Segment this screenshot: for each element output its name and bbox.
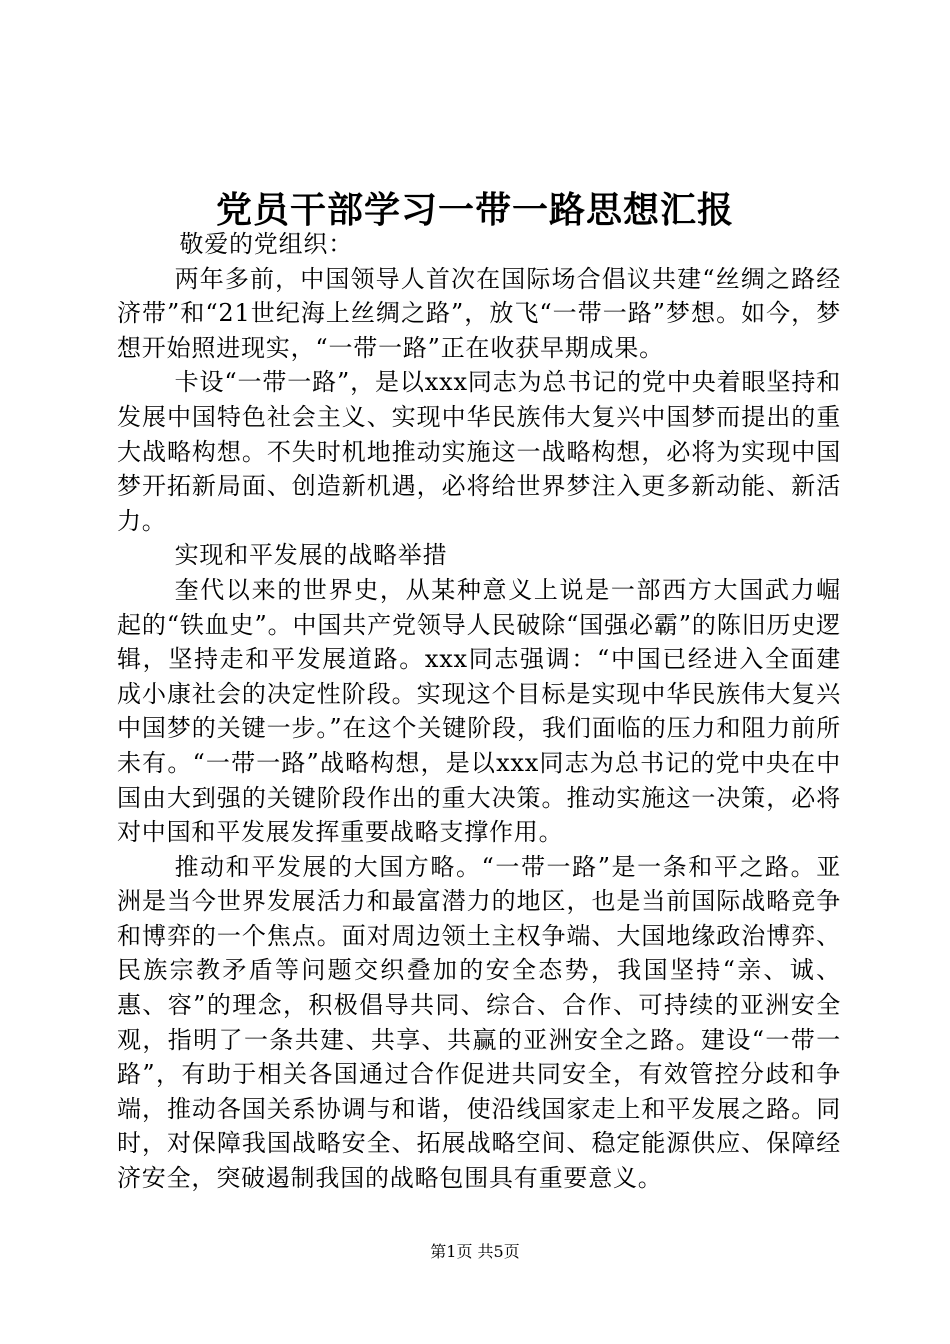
paragraph-3: 奎代以来的世界史，从某种意义上说是一部西方大国武力崛起的“铁血史”。中国共产党领导人民破除“国强必霸”的陈旧历史逻辑，坚持走和平发展道路。xxx同志强调：“中国已经进入全面建成小康社会的决定性阶段。实现这个目标是实现中华民族伟大复兴中国梦的关键一步。”在这个关键阶段，我们面临的压力和阻力前所未有。“一带一路”战略构想，是以xxx同志为总书记的党中央在中国由大到强的关键阶段作出的重大决策。推动实施这一决策，必将对中国和平发展发挥重要战略支撑作用。 bbox=[117, 575, 841, 847]
paragraph-1: 两年多前，中国领导人首次在国际场合倡议共建“丝绸之路经济带”和“21世纪海上丝绸之路”，放飞“一带一路”梦想。如今，梦想开始照进现实，“一带一路”正在收获早期成果。 bbox=[117, 264, 841, 362]
document-body bbox=[117, 227, 841, 1196]
salutation: 敬爱的党组织： bbox=[179, 230, 353, 258]
page-number-footer: 第1页 共5页 bbox=[430, 1242, 520, 1261]
document-title: 党员干部学习一带一路思想汇报 bbox=[215, 189, 734, 231]
paragraph-4: 推动和平发展的大国方略。“一带一路”是一条和平之路。亚洲是当今世界发展活力和最富潜力的地区，也是当前国际战略竞争和博弈的一个焦点。面对周边领土主权争端、大国地缘政治博弈、民族宗教矛盾等问题交织叠加的安全态势，我国坚持“亲、诚、惠、容”的理念，积极倡导共同、综合、合作、可持续的亚洲安全观，指明了一条共建、共享、共赢的亚洲安全之路。建设“一带一路”，有助于相关各国通过合作促进共同安全，有效管控分歧和争端，推动各国关系协调与和谐，使沿线国家走上和平发展之路。同时，对保障我国战略安全、拓展战略空间、稳定能源供应、保障经济安全，突破遏制我国的战略包围具有重要意义。 bbox=[117, 852, 841, 1193]
section-heading: 实现和平发展的战略举措 bbox=[174, 541, 448, 570]
paragraph-2: 卡设“一带一路”，是以xxx同志为总书记的党中央着眼坚持和发展中国特色社会主义、实现中华民族伟大复兴中国梦而提出的重大战略构想。不失时机地推动实施这一战略构想，必将为实现中国梦开拓新局面、创造新机遇，必将给世界梦注入更多新动能、新活力。 bbox=[117, 368, 841, 535]
